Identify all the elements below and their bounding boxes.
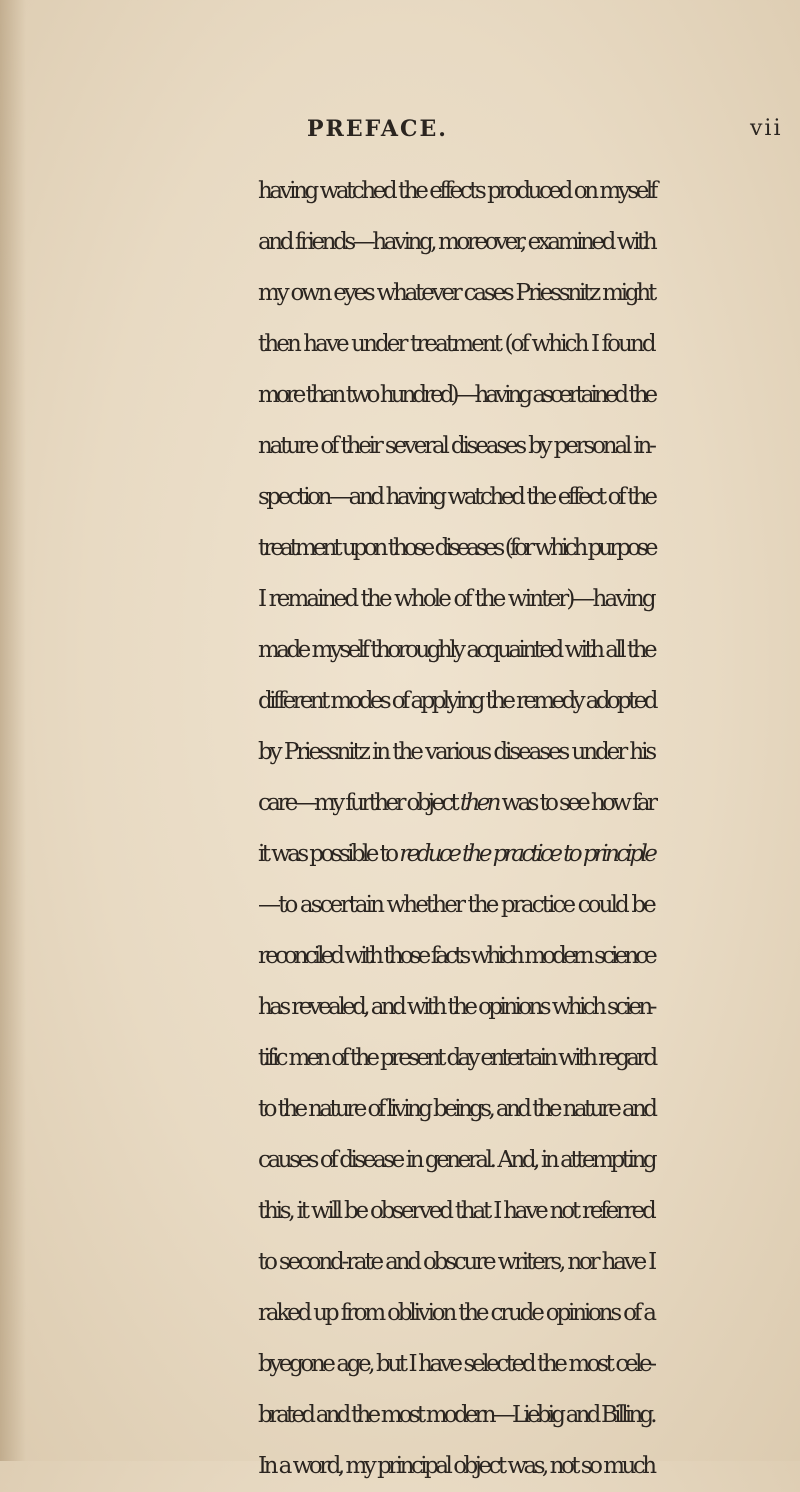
text-run: care—my further object <box>258 790 457 816</box>
text-line-7: spection—and having watched the effect of the <box>258 484 655 510</box>
text-line-6: nature of their several diseases by personal in- <box>258 433 654 459</box>
text-line-11: different modes of applying the remedy adopted <box>258 688 655 714</box>
text-line-17: has revealed, and with the opinions which scien- <box>258 994 654 1020</box>
text-line-14 <box>258 829 654 880</box>
text-line-12: by Priessnitz in the various diseases under his <box>258 739 655 765</box>
text-run: it was possible to <box>258 841 396 867</box>
text-line-15: —to ascertain whether the practice could be <box>258 892 654 918</box>
text-line-26: In a word, my principal object was, not so much <box>258 1453 654 1479</box>
text-line-13 <box>258 778 654 829</box>
text-line-23: raked up from oblivion the crude opinions of a <box>258 1300 654 1326</box>
text-line-22: to second-rate and obscure writers, nor have I <box>258 1249 655 1275</box>
text-line-20: causes of disease in general. And, in attempting <box>258 1147 655 1173</box>
text-line-16: reconciled with those facts which modern science <box>258 943 654 969</box>
text-line-1: having watched the effects produced on myself <box>258 178 655 204</box>
text-line-8: treatment upon those diseases (for which purpose <box>258 535 655 561</box>
italic-word: then <box>459 790 498 816</box>
page-number: vii <box>750 116 783 141</box>
text-line-4: then have under treatment (of which I found <box>258 331 654 357</box>
running-head <box>0 116 800 150</box>
text-line-10: made myself thoroughly acquainted with all the <box>258 637 655 663</box>
italic-phrase: reduce the practice to principle <box>399 841 655 867</box>
text-line-3: my own eyes whatever cases Priessnitz might <box>258 280 655 306</box>
text-line-5: more than two hundred)—having ascertained the <box>258 382 655 408</box>
text-line-25: brated and the most modern—Liebig and Billing. <box>258 1402 654 1428</box>
text-run: was to see how far <box>501 790 655 816</box>
text-line-24: byegone age, but I have selected the most cele- <box>258 1351 654 1377</box>
text-line-18: tific men of the present day entertain with regard <box>258 1045 655 1071</box>
running-title: PREFACE. <box>307 116 448 142</box>
text-line-2: and friends—having, moreover, examined with <box>258 229 655 255</box>
text-line-21: this, it will be observed that I have not referred <box>258 1198 654 1224</box>
text-line-9: I remained the whole of the winter)—having <box>258 586 654 612</box>
binding-shadow <box>0 0 26 1461</box>
body-text <box>258 166 654 1492</box>
text-line-19: to the nature of living beings, and the nature and <box>258 1096 655 1122</box>
